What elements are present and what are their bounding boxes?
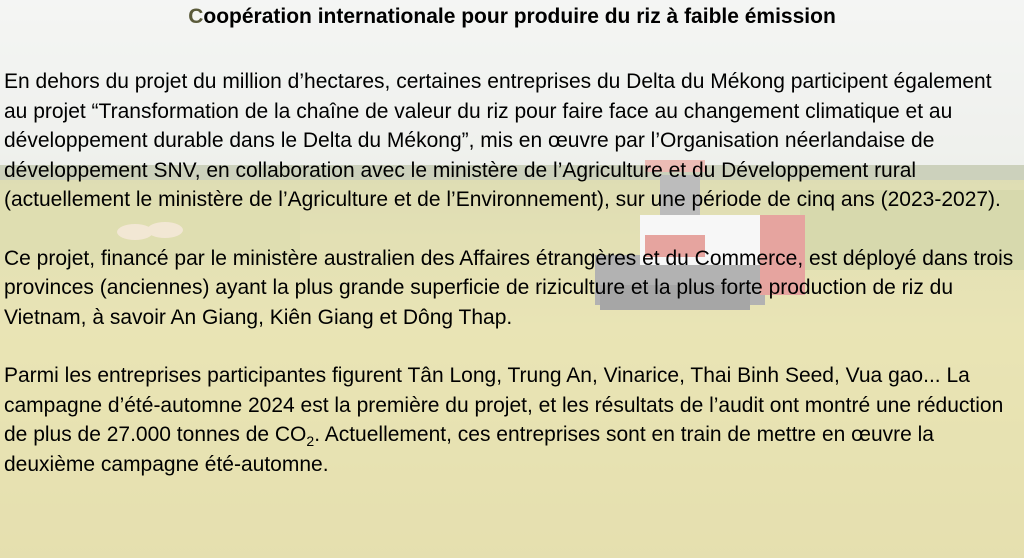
title-first-letter: C xyxy=(188,5,204,28)
paragraph-1: En dehors du projet du million d’hectares, certaines entreprises du Delta du Mékong participent également au projet “Transformation de la chaîne de valeur du riz pour faire face au changement climatique et au développement durable dans le Delta du Mékong”, mis en œuvre par l’Organisation néerlandaise de développement SNV, en collaboration avec le ministère de l’Agriculture et du Développement rural (actuellement le ministère de l’Agriculture et de l’Environnement), sur une période de cinq ans (2023-2027). xyxy=(4,70,1001,211)
paragraph-2: Ce projet, financé par le ministère australien des Affaires étrangères et du Commerce, est déployé dans trois provinces (anciennes) ayant la plus grande superficie de riziculture et la plus forte production de riz du Vietnam, à savoir An Giang, Kiên Giang et Dông Thap. xyxy=(4,246,1014,329)
paragraph-3-part-a: Parmi les entreprises participantes figurent Tân Long, Trung An, Vinarice, Thai Binh Seed, Vua gao... La campagne d’été-automne 2024 est la première du projet, et les résultats de l’audit ont montré une réduction de plus de 27.000 tonnes de CO xyxy=(4,364,1004,446)
co2-subscript: 2 xyxy=(306,433,315,450)
article-title xyxy=(4,4,1020,30)
paragraph-3 xyxy=(4,361,1020,479)
title-text: oopération internationale pour produire du riz à faible émission xyxy=(203,5,836,28)
paragraph-3-part-b: . Actuellement, ces entreprises sont en train de mettre en œuvre la deuxième campagne été-automne. xyxy=(4,423,934,476)
